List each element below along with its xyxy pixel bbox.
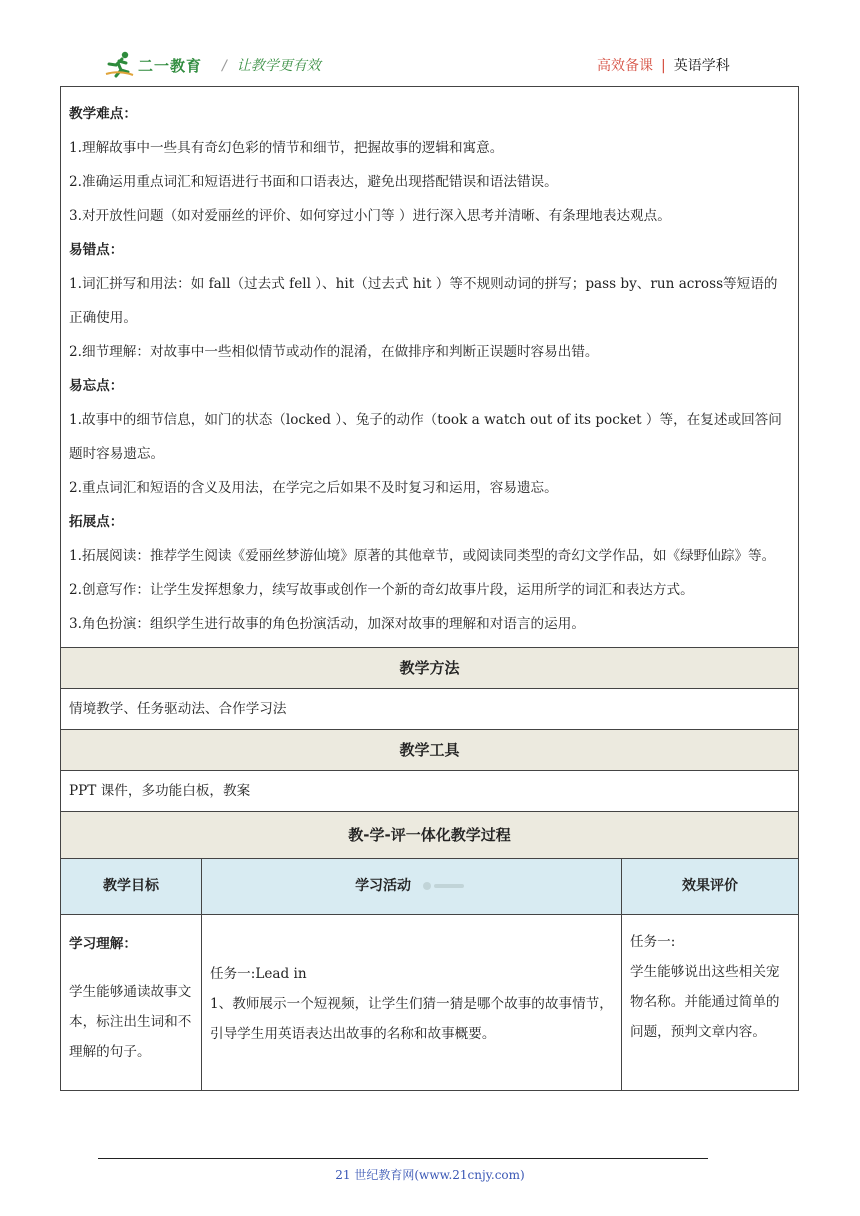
evaluation-task: 任务一:: [630, 934, 676, 950]
footer-link[interactable]: 21 世纪教育网(www.21cnjy.com): [335, 1168, 525, 1182]
goal-cell: [61, 915, 201, 1090]
brand-name: 二一教育: [138, 57, 203, 75]
header-separator: |: [661, 58, 666, 74]
activity-column-header: [201, 859, 621, 915]
forget-point-item: 1.故事中的细节信息，如门的状态（locked ）、兔子的动作（took a watch out of its pocket ）等，在复述或回答问题时容易遗忘。: [69, 412, 782, 462]
header-label: 高效备课: [597, 58, 653, 74]
hard-point-item: 2.准确运用重点词汇和短语进行书面和口语表达，避免出现搭配错误和语法错误。: [69, 174, 558, 190]
activity-text: 1、教师展示一个短视频，让学生们猜一猜是哪个故事的故事情节，引导学生用英语表达出故事的名称和故事概要。: [210, 996, 613, 1042]
tools-heading: 教学工具: [61, 730, 798, 771]
tools-content: PPT 课件，多功能白板，教案: [61, 771, 798, 812]
process-heading: 教-学-评一体化教学过程: [61, 812, 798, 859]
slogan: [222, 55, 321, 75]
header-right: [597, 55, 730, 75]
methods-heading: 教学方法: [61, 648, 798, 689]
evaluation-column-header: 效果评价: [621, 859, 798, 915]
goal-title: 学习理解：: [69, 936, 137, 952]
error-point-item: 1.词汇拼写和用法：如 fall（过去式 fell ）、hit（过去式 hit ）等不规则动词的拼写；pass by、run across等短语的正确使用。: [69, 276, 778, 326]
activity-cell: [201, 915, 621, 1090]
extend-point-item: 2.创意写作：让学生发挥想象力，续写故事或创作一个新的奇幻故事片段，运用所学的词汇和表达方式。: [69, 582, 694, 598]
process-grid: [61, 859, 798, 1090]
slogan-slash: /: [222, 58, 227, 74]
forget-point-item: 2.重点词汇和短语的含义及用法，在学完之后如果不及时复习和运用，容易遗忘。: [69, 480, 558, 496]
page-header: [0, 0, 860, 88]
goal-column-header: 教学目标: [61, 859, 201, 915]
slogan-text: 让教学更有效: [236, 58, 321, 74]
extend-points-title: 拓展点：: [69, 514, 124, 530]
difficulty-section: [61, 87, 798, 648]
forget-points-title: 易忘点：: [69, 378, 124, 394]
footer-divider: [98, 1158, 708, 1159]
hard-points-title: 教学难点：: [69, 106, 137, 122]
evaluation-cell: [621, 915, 798, 1090]
extend-point-item: 1.拓展阅读：推荐学生阅读《爱丽丝梦游仙境》原著的其他章节，或阅读同类型的奇幻文学作品，如《绿野仙踪》等。: [69, 548, 776, 564]
extend-point-item: 3.角色扮演：组织学生进行故事的角色扮演活动，加深对故事的理解和对语言的运用。: [69, 616, 585, 632]
activity-column-label: 学习活动: [355, 878, 412, 894]
running-man-logo-icon: [104, 50, 134, 78]
evaluation-text: 学生能够说出这些相关宠物名称。并能通过简单的问题，预判文章内容。: [630, 964, 780, 1040]
header-subject: 英语学科: [673, 58, 730, 74]
hard-point-item: 1.理解故事中一些具有奇幻色彩的情节和细节，把握故事的逻辑和寓意。: [69, 140, 504, 156]
lesson-table: [60, 86, 799, 1091]
goal-text: 学生能够通读故事文本，标注出生词和不理解的句子。: [69, 984, 192, 1060]
error-point-item: 2.细节理解：对故事中一些相似情节或动作的混淆，在做排序和判断正误题时容易出错。: [69, 344, 599, 360]
activity-task: 任务一:Lead in: [210, 966, 307, 982]
methods-content: 情境教学、任务驱动法、合作学习法: [61, 689, 798, 730]
watermark-logo-icon: [422, 880, 468, 892]
hard-point-item: 3.对开放性问题（如对爱丽丝的评价、如何穿过小门等 ）进行深入思考并清晰、有条理地表达观点。: [69, 208, 671, 224]
error-points-title: 易错点：: [69, 242, 124, 258]
